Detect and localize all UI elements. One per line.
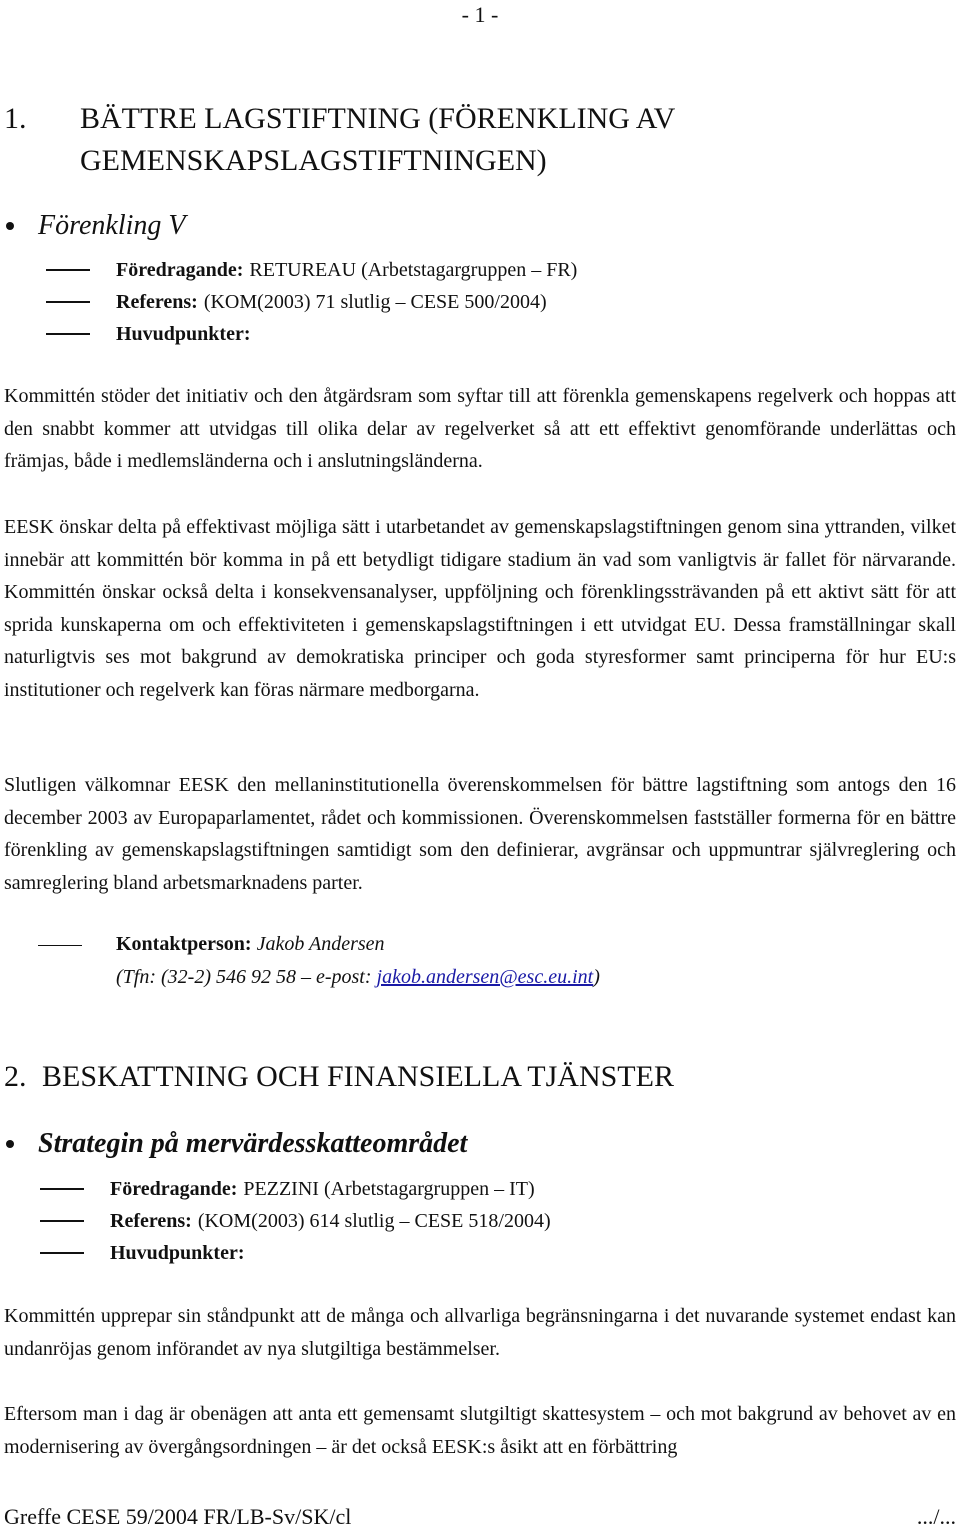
topic-meta-list xyxy=(46,254,577,350)
section-number: 1. xyxy=(4,102,27,135)
paragraph: Eftersom man i dag är obenägen att anta ett gemensamt slutgiltigt skattesystem – och mot bakgrund av behovet av en modernisering av övergångsordningen – är det också EESK:s åsikt att en förbättring xyxy=(4,1403,956,1458)
topic-meta-list xyxy=(40,1173,551,1269)
section-title-line-1: BÄTTRE LAGSTIFTNING (FÖRENKLING AV xyxy=(80,102,676,135)
reference-row xyxy=(46,286,577,318)
rapporteur-label: Föredragande: xyxy=(116,259,244,281)
rapporteur-value: RETUREAU (Arbetstagargruppen – FR) xyxy=(249,259,578,281)
dash-icon xyxy=(40,1188,84,1190)
page-number: - 1 - xyxy=(461,2,499,27)
paragraph: Kommittén stöder det initiativ och den åtgärdsram som syftar till att förenkla gemenskapens regelverk och hoppas att den snabbt kommer att utvidgas till olika delar av regelverket så att ett effektivt genomförande underlättas och främjas, både i medlemsländerna och i anslutningsländerna. xyxy=(4,385,956,472)
contact-phone: (Tfn: (32-2) 546 92 58 – e-post: xyxy=(116,966,377,988)
page-footer xyxy=(4,1504,956,1530)
bullet-icon xyxy=(6,222,14,230)
contact-person-row xyxy=(38,928,600,961)
reference-value: (KOM(2003) 614 slutlig – CESE 518/2004) xyxy=(197,1210,551,1232)
reference-label: Referens: xyxy=(110,1210,192,1232)
contact-email-link[interactable]: jakob.andersen@esc.eu.int xyxy=(376,966,594,988)
section-title: BESKATTNING OCH FINANSIELLA TJÄNSTER xyxy=(42,1060,674,1093)
footer-reference: Greffe CESE 59/2004 FR/LB-Sv/SK/cl xyxy=(4,1504,352,1529)
section-number: 2. xyxy=(4,1060,27,1093)
section-1-heading xyxy=(4,98,675,182)
dash-icon xyxy=(46,301,90,303)
rapporteur-row xyxy=(40,1173,551,1205)
section-title-line-2: GEMENSKAPSLAGSTIFTNINGEN) xyxy=(80,144,547,177)
topic-title: Strategin på mervärdesskatteområdet xyxy=(38,1128,468,1159)
contact-details-row xyxy=(38,961,600,994)
dash-icon xyxy=(40,1220,84,1222)
contact-block xyxy=(38,928,600,994)
rapporteur-value: PEZZINI (Arbetstagargruppen – IT) xyxy=(243,1178,535,1200)
paragraph: Kommittén upprepar sin ståndpunkt att de många och allvarliga begränsningarna i det nuvarande systemet endast kan undanröjas genom införandet av nya slutgiltiga bestämmelser. xyxy=(4,1305,956,1360)
key-points-row xyxy=(46,318,577,350)
rapporteur-label: Föredragande: xyxy=(110,1178,238,1200)
topic-bullet xyxy=(6,1128,467,1160)
paragraph: EESK önskar delta på effektivast möjliga sätt i utarbetandet av gemenskapslagstiftningen genom sina yttranden, vilket innebär att kommittén bör komma in på ett betydligt tidigare stadium än vad som vanligtvis är fallet för närvarande. Kommittén önskar också delta i konsekvensanalyser, uppföljning och förenklingssträvanden på ett aktivt sätt för att sprida kunskaperna om och effektiviteten i gemenskapslagstiftningen i ett utvidgat EU. Dessa framställningar skall naturligtvis ses mot bakgrund av demokratiska principer och goda styresformer samt principerna för hur EU:s institutioner och regelverk kan föras närmare medborgarna. xyxy=(4,516,956,701)
dash-icon xyxy=(46,333,90,335)
contact-label: Kontaktperson: xyxy=(116,933,252,955)
bullet-icon xyxy=(6,1140,14,1148)
key-points-label: Huvudpunkter: xyxy=(116,323,251,345)
contact-suffix: ) xyxy=(593,966,600,988)
reference-label: Referens: xyxy=(116,291,198,313)
dash-icon xyxy=(46,269,90,271)
reference-value: (KOM(2003) 71 slutlig – CESE 500/2004) xyxy=(203,291,547,313)
key-points-label: Huvudpunkter: xyxy=(110,1242,245,1264)
footer-continuation: .../... xyxy=(916,1504,956,1529)
paragraph: Slutligen välkomnar EESK den mellaninstitutionella överenskommelsen för bättre lagstiftning som antogs den 16 december 2003 av Europaparlamentet, rådet och kommissionen. Överenskommelsen fastställer formerna för en bättre förenkling av gemenskapslagstiftningen samtidigt som den definierar, avgränsar och uppmuntrar självreglering och samreglering bland arbetsmarknadens parter. xyxy=(4,774,956,894)
topic-title: Förenkling V xyxy=(38,210,186,241)
rapporteur-row xyxy=(46,254,577,286)
contact-name: Jakob Andersen xyxy=(256,933,385,955)
section-2-heading xyxy=(4,1056,904,1098)
dash-icon xyxy=(40,1252,84,1254)
key-points-row xyxy=(40,1237,551,1269)
reference-row xyxy=(40,1205,551,1237)
dash-icon xyxy=(38,945,82,947)
topic-bullet xyxy=(6,210,185,242)
